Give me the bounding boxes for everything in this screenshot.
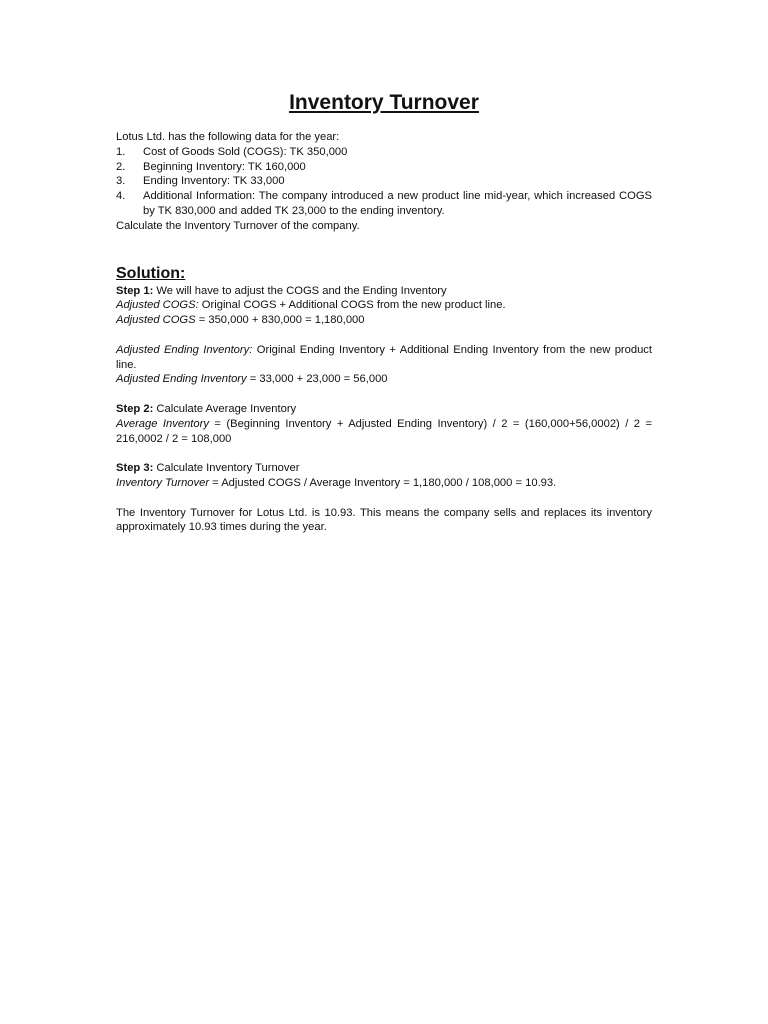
inventory-turnover-label: Inventory Turnover — [116, 476, 210, 489]
step2-text: Calculate Average Inventory — [153, 402, 297, 415]
adjusted-ending-inventory-calculation — [116, 372, 652, 387]
data-list — [116, 145, 652, 219]
adjusted-cogs-label: Adjusted COGS: — [116, 299, 199, 312]
intro-text: Lotus Ltd. has the following data for the year: — [116, 131, 340, 143]
document-title: Inventory Turnover — [289, 91, 479, 114]
adjusted-cogs-calculation — [116, 313, 652, 328]
step2-label: Step 2: — [116, 402, 154, 415]
list-item — [116, 174, 652, 189]
step3-text: Calculate Inventory Turnover — [153, 462, 300, 475]
spacer — [116, 328, 652, 343]
list-item — [116, 145, 652, 160]
adjusted-cogs-definition — [116, 298, 652, 313]
average-inventory-label: Average Inventory — [116, 417, 209, 430]
step3-label: Step 3: — [116, 462, 154, 475]
spacer — [116, 491, 652, 506]
list-item — [116, 189, 652, 219]
average-inventory-calc-text: = (Beginning Inventory + Adjusted Ending Inventory) / 2 = (160,000+56,0002) / 2 = 216,0002 / 2 = 108,000 — [116, 417, 653, 445]
list-item-text: Additional Information: The company introduced a new product line mid-year, which increased COGS by TK 830,000 and added TK 23,000 to the ending inventory. — [143, 190, 652, 217]
list-item-number: 1. — [116, 145, 126, 158]
spacer — [116, 446, 652, 461]
list-item-text: Ending Inventory: TK 33,000 — [143, 175, 285, 188]
step1-text: We will have to adjust the COGS and the Ending Inventory — [153, 284, 447, 297]
list-item-text: Cost of Goods Sold (COGS): TK 350,000 — [143, 145, 348, 158]
adjusted-ending-calc-label: Adjusted Ending Inventory — [116, 373, 247, 386]
inventory-turnover-calc-text: = Adjusted COGS / Average Inventory = 1,180,000 / 108,000 = 10.93. — [209, 476, 557, 489]
step2-line — [116, 402, 652, 417]
conclusion-text: The Inventory Turnover for Lotus Ltd. is 10.93. This means the company sells and replaces its inventory approximately 10.93 times during the year. — [116, 506, 652, 534]
average-inventory-calculation — [116, 417, 652, 447]
list-item-number: 3. — [116, 175, 126, 188]
inventory-turnover-calculation — [116, 476, 652, 491]
adjusted-ending-def-text: Original Ending Inventory + Additional Ending Inventory from the new product line. — [116, 343, 653, 371]
adjusted-cogs-calc-text: = 350,000 + 830,000 = 1,180,000 — [195, 314, 365, 327]
adjusted-ending-label: Adjusted Ending Inventory: — [116, 343, 253, 356]
solution-heading: Solution: — [116, 264, 186, 282]
list-item — [116, 160, 652, 175]
adjusted-ending-inventory-definition — [116, 343, 652, 373]
list-item-number: 4. — [116, 190, 126, 203]
list-item-text: Beginning Inventory: TK 160,000 — [143, 160, 306, 173]
adjusted-cogs-calc-label: Adjusted COGS — [116, 314, 196, 327]
step1-line — [116, 284, 652, 299]
spacer — [116, 387, 652, 402]
adjusted-ending-calc-text: = 33,000 + 23,000 = 56,000 — [246, 373, 388, 386]
step3-line — [116, 461, 652, 476]
adjusted-cogs-def-text: Original COGS + Additional COGS from the new product line. — [198, 299, 506, 312]
document-page — [116, 88, 652, 535]
step1-label: Step 1: — [116, 284, 154, 297]
question-text: Calculate the Inventory Turnover of the company. — [116, 219, 360, 232]
list-item-number: 2. — [116, 160, 126, 173]
